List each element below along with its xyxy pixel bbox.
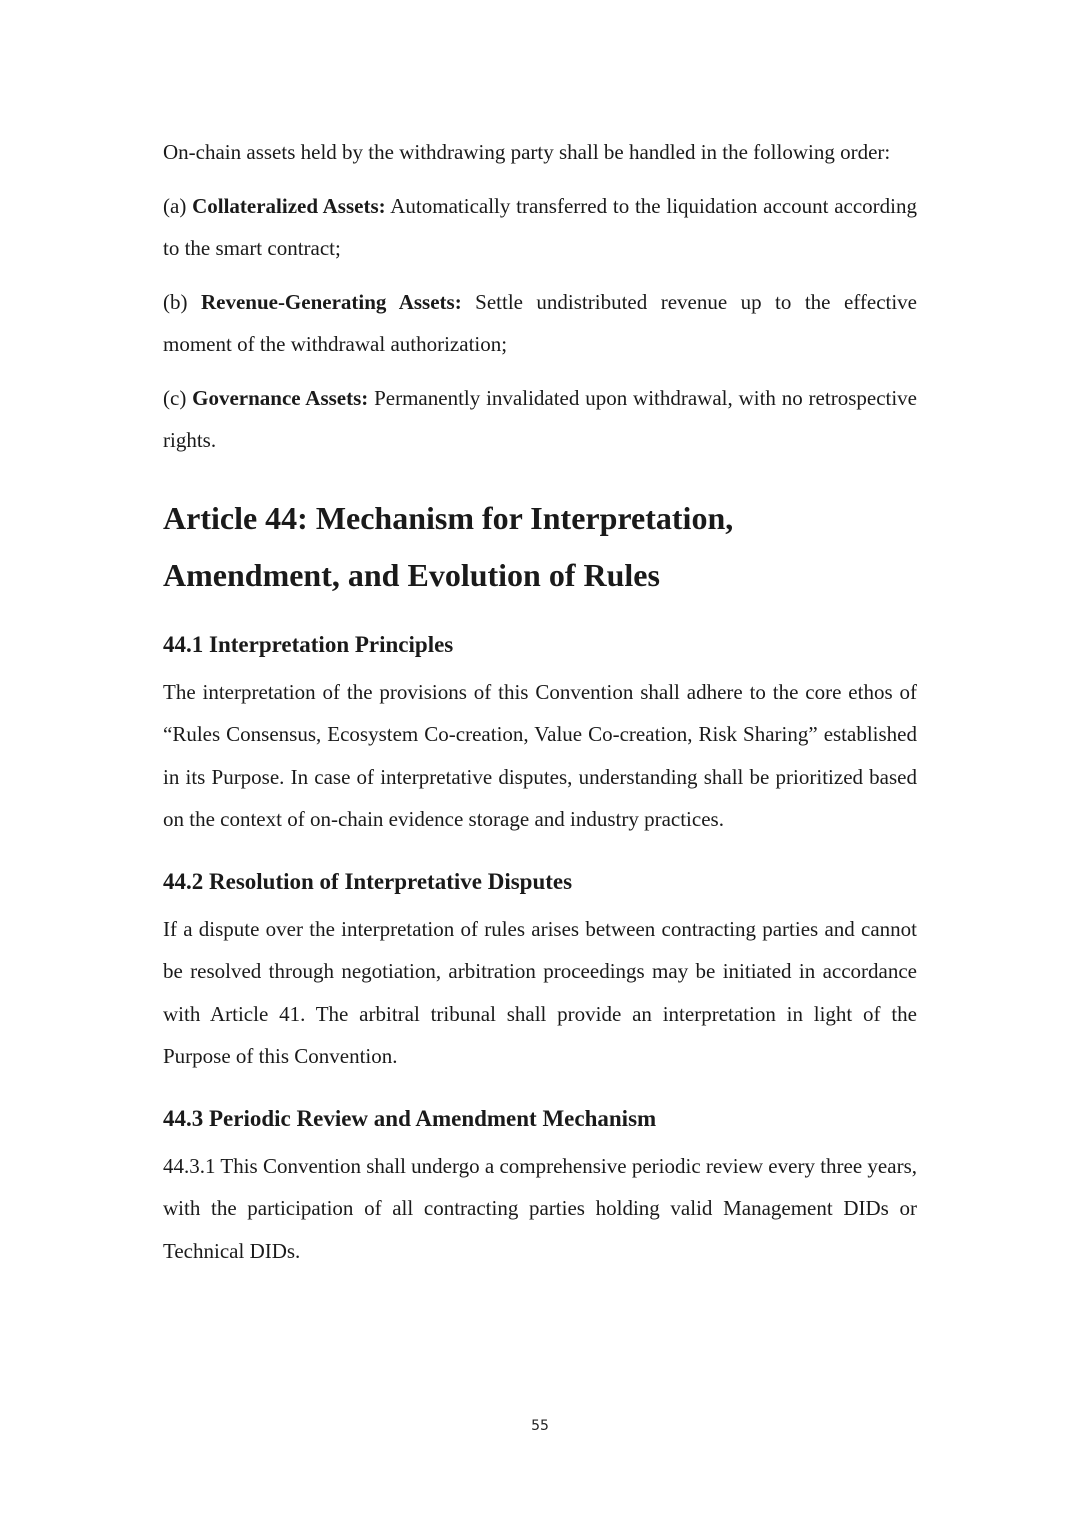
article-title-line-2: Amendment, and Evolution of Rules: [163, 556, 660, 593]
article-title-line-1: Article 44: Mechanism for Interpretation,: [163, 499, 734, 536]
list-item-a: [163, 185, 917, 270]
list-item-marker: (c): [163, 385, 187, 410]
list-item-c: [163, 377, 917, 462]
section-paragraph-44-2: If a dispute over the interpretation of rules arises between contracting parties and cannot be resolved through negotiation, arbitration proceedings may be initiated in accordance with Article 41. The arbitral tribunal shall provide an interpretation in light of the Purpose of this Convention.: [163, 916, 917, 1068]
page-number: 55: [531, 1418, 549, 1434]
section-heading-44-3: 44.3 Periodic Review and Amendment Mechanism: [163, 1105, 657, 1131]
section-paragraph-44-1: The interpretation of the provisions of this Convention shall adhere to the core ethos of “Rules Consensus, Ecosystem Co-creation, Value Co-creation, Risk Sharing” established in its Purpose. In case of interpretative disputes, understanding shall be prioritized based on the context of on-chain evidence storage and industry practices.: [163, 679, 917, 831]
document-page: [163, 131, 917, 1272]
list-item-marker: (a): [163, 193, 187, 218]
article-title: [163, 490, 917, 604]
list-item-text: Settle undistributed revenue up to the effective moment of the withdrawal authorization;: [163, 289, 918, 356]
section-heading-44-1: 44.1 Interpretation Principles: [163, 631, 454, 657]
intro-paragraph: On-chain assets held by the withdrawing party shall be handled in the following order:: [163, 140, 891, 164]
section-heading-44-2: 44.2 Resolution of Interpretative Disputes: [163, 868, 573, 894]
list-item-term: Governance Assets:: [192, 385, 369, 410]
list-item-text: Permanently invalidated upon withdrawal, with no retrospective rights.: [163, 385, 918, 452]
list-item-text: Automatically transferred to the liquidation account according to the smart contract;: [163, 193, 917, 260]
section-paragraph-44-3: 44.3.1 This Convention shall undergo a comprehensive periodic review every three years, with the participation of all contracting parties holding valid Management DIDs or Technical DIDs.: [163, 1153, 917, 1263]
list-item-term: Collateralized Assets:: [192, 193, 386, 218]
list-item-marker: (b): [163, 289, 188, 314]
list-item-b: [163, 281, 917, 366]
list-item-term: Revenue-Generating Assets:: [200, 289, 462, 314]
